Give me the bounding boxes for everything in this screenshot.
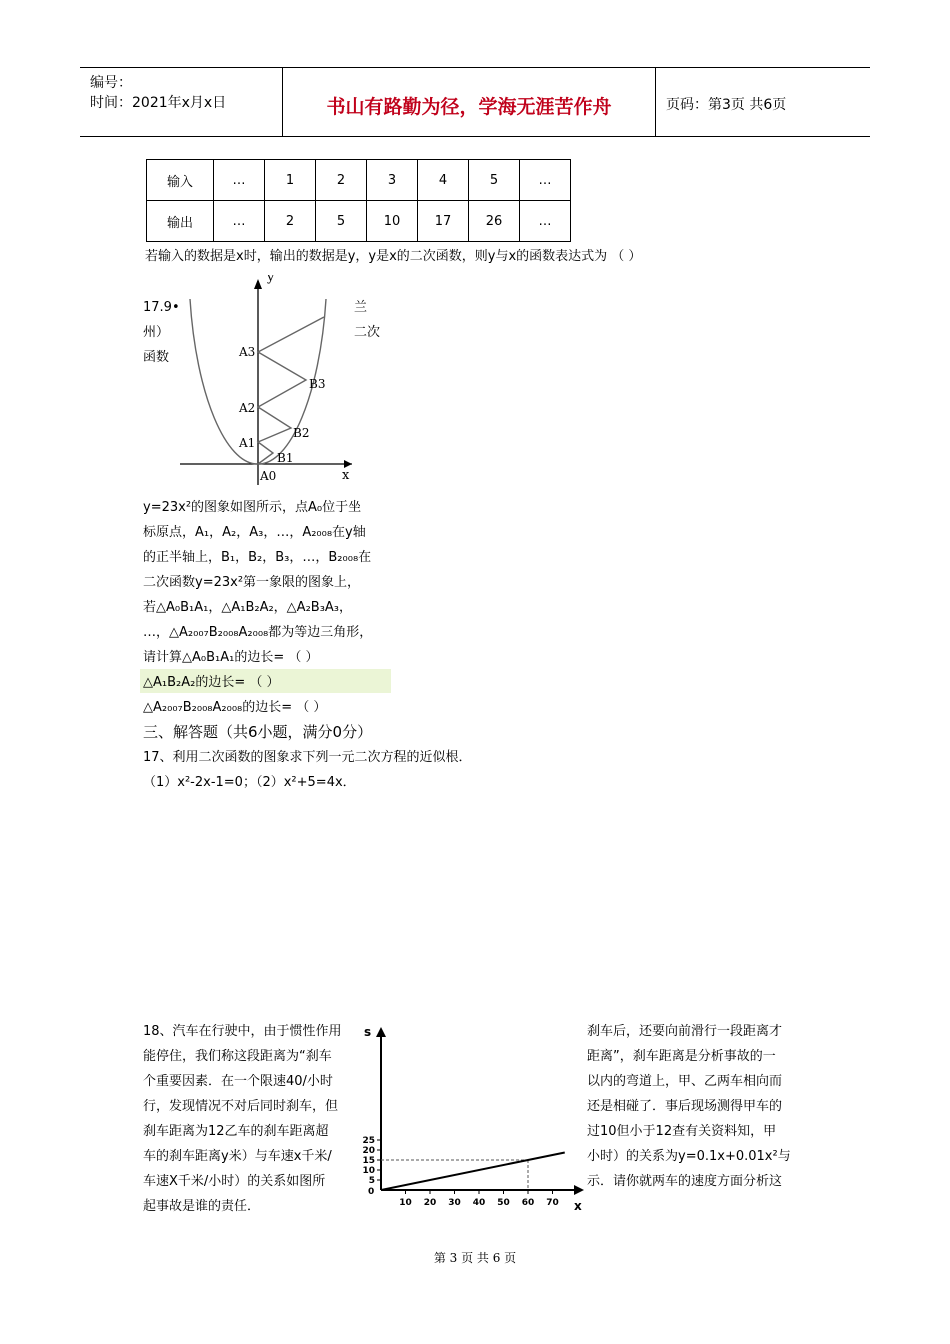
x-tick-label: 40 [472, 1198, 486, 1208]
table-cell: 26 [469, 201, 520, 242]
q18-left-line: 起事故是谁的责任． [143, 1199, 261, 1214]
section-title: 三、解答题（共6小题，满分0分） [143, 723, 373, 741]
q18-right-line: 刹车后，还要向前滑行一段距离才 [587, 1024, 783, 1039]
y-tick-label: 20 [362, 1146, 375, 1156]
page-info: 页码：第3页 共6页 [666, 97, 787, 113]
q18-left-line: 能停住，我们称这段距离为“刹车 [143, 1049, 332, 1064]
q18-left-line: 刹车距离为12乙车的刹车距离超 [143, 1124, 329, 1139]
q17-line: 请计算△A₀B₁A₁的边长= （ ） [143, 650, 319, 665]
table-cell: 2 [316, 160, 367, 201]
q17-left-line: 17.9• [143, 300, 180, 315]
table-cell: 17 [418, 201, 469, 242]
y-tick-label: 10 [362, 1166, 375, 1176]
q17-line: 二次函数y=23x²第一象限的图象上， [143, 575, 361, 590]
q18-right-line: 距离”，刹车距离是分析事故的一 [587, 1049, 776, 1064]
table-cell: … [520, 160, 571, 201]
label-A0: A0 [260, 469, 277, 483]
q18-right-line: 小时）的关系为y=0.1x+0.01x²与 [587, 1149, 791, 1164]
q18-left-line: 个重要因素．在一个限速40/小时 [143, 1074, 333, 1089]
q17-left-line: 函数 [143, 350, 170, 365]
label-A3: A3 [239, 345, 256, 359]
table-row [147, 160, 571, 201]
x-tick-label: 70 [546, 1198, 559, 1208]
x-axis-arrow-icon [344, 460, 352, 468]
table-cell: … [214, 201, 265, 242]
q18-left-line: 18、汽车在行驶中，由于惯性作用 [143, 1024, 342, 1039]
q18-right-line: 以内的弯道上，甲、乙两车相向而 [587, 1074, 783, 1089]
x-tick-label: 10 [399, 1198, 412, 1208]
q17-equations: （1）x²-2x-1=0；（2）x²+5=4x． [143, 775, 356, 790]
table-cell: 5 [469, 160, 520, 201]
q18-right-line: 示．请你就两车的速度方面分析这 [587, 1174, 783, 1189]
x-axis-label: x [342, 468, 350, 483]
x-tick-label: 30 [448, 1198, 461, 1208]
q17-line: 标原点，A₁，A₂，A₃，…，A₂₀₀₈在y轴 [143, 525, 366, 540]
y-tick-label: 25 [362, 1136, 375, 1146]
q18-left-line: 行，发现情况不对后同时刹车，但 [143, 1099, 339, 1114]
y-axis-label: s [364, 1025, 372, 1039]
y-axis-arrow-icon [254, 279, 262, 289]
io-table [146, 159, 571, 242]
q18-left-line: 车速X千米/小时）的关系如图所 [143, 1174, 326, 1189]
header-meta [80, 68, 283, 136]
date-label: 时间：2021年x月x日 [90, 95, 227, 111]
parabola-figure [176, 275, 356, 487]
table-cell: 2 [265, 201, 316, 242]
label-B3: B3 [309, 377, 326, 391]
q17-solve-text: 17、利用二次函数的图象求下列一元二次方程的近似根． [143, 750, 472, 765]
q16-tail-text: 若输入的数据是x时，输出的数据是y，y是x的二次函数，则y与x的函数表达式为 （ ） [145, 249, 642, 264]
table-cell: 10 [367, 201, 418, 242]
series-line [381, 1153, 565, 1191]
table-cell: … [520, 201, 571, 242]
q17-line: y=23x²的图象如图所示，点A₀位于坐 [143, 500, 362, 515]
label-B1: B1 [277, 451, 294, 465]
table-cell: 4 [418, 160, 469, 201]
braking-distance-chart [360, 1022, 588, 1214]
q18-left-line: 车的刹车距离y米）与车速x千米/ [143, 1149, 332, 1164]
x-tick-label: 50 [497, 1198, 510, 1208]
table-cell: 1 [265, 160, 316, 201]
y-tick-label: 5 [368, 1176, 375, 1186]
q17-line: △A₁B₂A₂的边长= （ ） [143, 675, 280, 690]
number-label: 编号： [90, 75, 132, 91]
x-axis-label: x [574, 1199, 582, 1213]
q17-line: …，△A₂₀₀₇B₂₀₀₈A₂₀₀₈都为等边三角形， [143, 625, 373, 640]
label-A1: A1 [239, 436, 256, 450]
q17-line: △A₂₀₀₇B₂₀₀₈A₂₀₀₈的边长= （ ） [143, 700, 327, 715]
header-motto-cell [283, 68, 656, 136]
q17-right-line: 兰 [354, 300, 368, 315]
x-tick-label: 20 [423, 1198, 437, 1208]
motto: 书山有路勤为径，学海无涯苦作舟 [326, 96, 612, 118]
table-cell: 5 [316, 201, 367, 242]
x-axis-arrow-icon [574, 1185, 584, 1195]
y-axis-arrow-icon [376, 1027, 386, 1037]
x-tick-label: 60 [521, 1198, 535, 1208]
y-axis-label: y [267, 275, 275, 285]
q18-right-line: 过10但小于12查有关资料知，甲 [587, 1124, 777, 1139]
label-B2: B2 [293, 426, 310, 440]
table-cell: 3 [367, 160, 418, 201]
table-cell: 输入 [147, 160, 214, 201]
q18-right-line: 还是相碰了．事后现场测得甲车的 [587, 1099, 783, 1114]
origin-label: 0 [368, 1187, 375, 1197]
q17-left-line: 州） [143, 325, 170, 340]
table-cell: 输出 [147, 201, 214, 242]
table-cell: … [214, 160, 265, 201]
page-footer: 第 3 页 共 6 页 [433, 1251, 517, 1265]
y-tick-label: 15 [362, 1156, 375, 1166]
label-A2: A2 [239, 401, 256, 415]
q17-right-line: 二次 [354, 325, 381, 340]
q17-line: 的正半轴上，B₁，B₂，B₃，…，B₂₀₀₈在 [143, 550, 372, 565]
table-row [147, 201, 571, 242]
page-header [80, 67, 870, 137]
q17-line: 若△A₀B₁A₁，△A₁B₂A₂，△A₂B₃A₃， [143, 600, 353, 615]
